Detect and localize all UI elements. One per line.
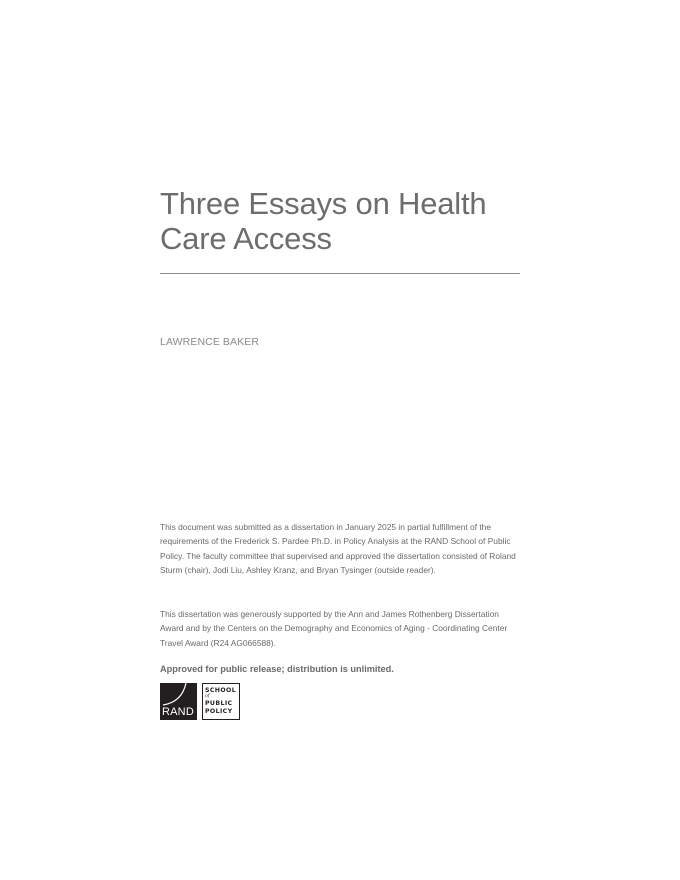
title-line-1: Three Essays on Health — [160, 186, 487, 221]
school-of-public-policy-mark — [202, 683, 240, 720]
title-divider — [160, 273, 520, 274]
document-title — [160, 186, 540, 256]
school-wordmark-line-1: SCHOOL — [205, 687, 237, 694]
author-name: LAWRENCE BAKER — [160, 336, 260, 348]
funding-statement: This dissertation was generously supported by the Ann and James Rothenberg Dissertation Award and by the Centers on the Demography and Economics of Aging - Coordinating Center Travel Award (R24 AG066588). — [160, 609, 508, 648]
rand-wordmark: RAND — [162, 706, 194, 718]
approval-notice: Approved for public release; distribution is unlimited. — [160, 664, 394, 674]
rand-logo-mark — [160, 683, 197, 720]
dissertation-statement: This document was submitted as a dissertation in January 2025 in partial fulfillment of the requirements of the Frederick S. Pardee Ph.D. in Policy Analysis at the RAND School of Public Policy. The faculty committee that supervised and approved the dissertation consisted of Roland Sturm (chair), Jodi Liu, Ashley Kranz, and Bryan Tysinger (outside reader). — [160, 522, 516, 576]
school-wordmark-line-4: POLICY — [205, 708, 233, 715]
title-line-2: Care Access — [160, 221, 332, 256]
rand-school-logo — [160, 683, 240, 720]
school-wordmark-line-2: of — [205, 694, 210, 699]
school-wordmark-line-3: PUBLIC — [205, 700, 233, 707]
